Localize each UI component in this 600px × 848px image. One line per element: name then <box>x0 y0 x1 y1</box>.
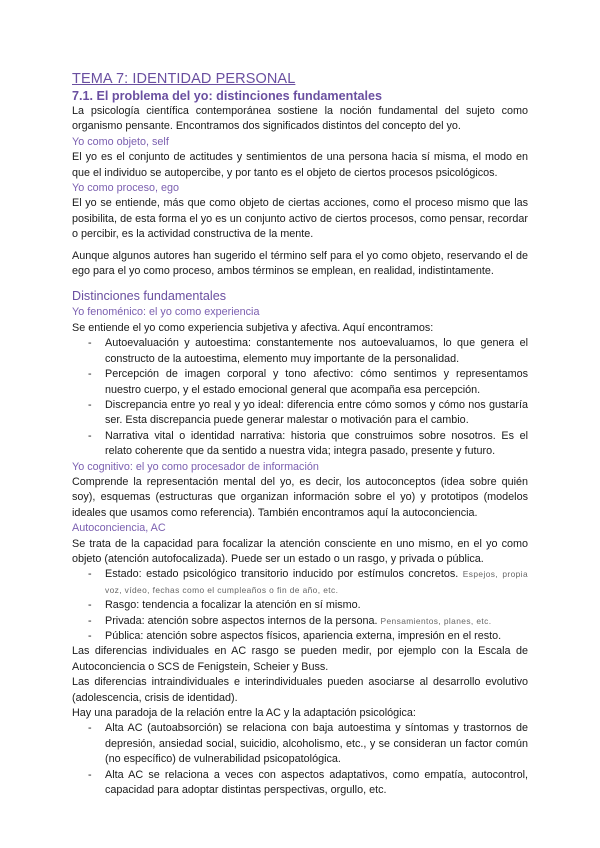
list-item-text: Discrepancia entre yo real y yo ideal: diferencia entre cómo somos y cómo nos gustaría ser. Esta discrepancia puede generar malestar o motivación para el cambio. <box>105 398 528 427</box>
list-item-text: Percepción de imagen corporal y tono afectivo: cómo sentimos y representamos nuestro cuerpo, y el estado emocional general que acompaña esa percepción. <box>105 368 528 396</box>
fenomenico-paragraph: Se entiende el yo como experiencia subjetiva y afectiva. Aquí encontramos: <box>72 321 434 334</box>
list-item: - Pública: atención sobre aspectos físicos, apariencia externa, impresión en el resto. <box>88 630 502 642</box>
yo-proceso-paragraph: El yo se entiende, más que como objeto de ciertas acciones, como el proceso mismo que las posibilita, de esta forma el yo es un conjunto activo de ciertos procesos, como pensar, recordar o percibir, es la actividad constructiva de la mente. <box>72 197 528 241</box>
paradoja-list <box>72 721 528 798</box>
section-heading: 7.1. El problema del yo: distinciones fundamentales <box>72 89 383 103</box>
list-item-text: Estado: estado psicológico transitorio inducido por estímulos concretos. <box>105 568 459 581</box>
list-item-text: Privada: atención sobre aspectos internos de la persona. <box>105 614 378 627</box>
list-item: - Discrepancia entre yo real y yo ideal: diferencia entre cómo somos y cómo nos gustaría ser. Esta discrepancia puede generar malestar o motivación para el cambio. <box>88 398 528 427</box>
list-item-text: Alta AC (autoabsorción) se relaciona con baja autoestima y síntomas y trastornos de depresión, ansiedad social, suicidio, alcoholismo, etc., y se consideran un factor común (no específico) de vulnerabilidad psicopatológica. <box>105 722 528 766</box>
list-item: - Percepción de imagen corporal y tono afectivo: cómo sentimos y representamos nuestro cuerpo, y el estado emocional general que acompaña esa percepción. <box>88 368 528 396</box>
list-item-text: Rasgo: tendencia a focalizar la atención en sí mismo. <box>105 599 361 612</box>
list-item-note: Pensamientos, planes, etc. <box>380 615 492 626</box>
fenomenico-heading: Yo fenoménico: el yo como experiencia <box>72 306 260 319</box>
escala-paragraph: Las diferencias individuales en AC rasgo se pueden medir, por ejemplo con la Escala de Autoconciencia o SCS de Fenigstein, Scheier y Buss. <box>72 645 528 673</box>
list-item: - Alta AC se relaciona a veces con aspectos adaptativos, como empatía, autocontrol, capacidad para adoptar distintas perspectivas, orgullo, etc. <box>88 768 528 797</box>
yo-proceso-heading: Yo como proceso, ego <box>72 182 180 195</box>
cognitivo-heading: Yo cognitivo: el yo como procesador de información <box>72 460 319 473</box>
intro-paragraph: La psicología científica contemporánea sostiene la noción fundamental del sujeto como organismo pensante. Encontramos dos significados distintos del concepto del yo. <box>72 105 528 133</box>
list-item: - Estado: estado psicológico transitorio inducido por estímulos concretos. Espejos, propia voz, vídeo, fechas como el cumpleaños o fin de año, etc. <box>88 568 529 595</box>
diferencias-paragraph: Las diferencias intraindividuales e interindividuales pueden asociarse al desarrollo evolutivo (adolescencia, crisis de identidad). <box>72 676 528 704</box>
list-item: - Alta AC (autoabsorción) se relaciona con baja autoestima y síntomas y trastornos de depresión, ansiedad social, suicidio, alcoholismo, etc., y se consideran un factor común (no específico) de vulnerabilidad psicopatológica. <box>88 722 528 766</box>
list-item: - Narrativa vital o identidad narrativa: historia que construimos sobre nosotros. Es el relato coherente que da sentido a nuestra vida; integra pasado, presente y futuro. <box>88 429 528 458</box>
distinciones-heading: Distinciones fundamentales <box>72 289 227 304</box>
document-content <box>72 70 528 798</box>
yo-objeto-paragraph: El yo es el conjunto de actitudes y sentimientos de una persona hacia sí misma, el modo en que el individuo se autopercibe, y por tanto es el objeto de ciertos procesos psicológicos. <box>72 151 528 179</box>
list-item: - Autoevaluación y autoestima: constantemente nos autoevaluamos, lo que genera el constructo de la autoestima, elemento muy importante de la personalidad. <box>88 337 528 365</box>
list-item: - Rasgo: tendencia a focalizar la atención en sí mismo. <box>88 599 361 612</box>
list-item: - Privada: atención sobre aspectos internos de la persona. Pensamientos, planes, etc. <box>88 614 492 627</box>
list-item-text: Narrativa vital o identidad narrativa: historia que construimos sobre nosotros. Es el relato coherente que da sentido a nuestra vida; integra pasado, presente y futuro. <box>105 429 528 458</box>
cognitivo-paragraph: Comprende la representación mental del yo, es decir, los autoconceptos (idea sobre quién soy), esquemas (estructuras que organizan información sobre el yo) y prototipos (modelos ideales que usamos como referencia). También encontramos aquí la autoconciencia. <box>72 475 528 519</box>
list-item-text: Alta AC se relaciona a veces con aspectos adaptativos, como empatía, autocontrol, capacidad para adoptar distintas perspectivas, orgullo, etc. <box>105 768 528 797</box>
aunque-paragraph: Aunque algunos autores han sugerido el término self para el yo como objeto, reservando el de ego para el yo como proceso, ambos términos se emplean, en realidad, indistintamente. <box>72 249 528 278</box>
list-item-text: Pública: atención sobre aspectos físicos, apariencia externa, impresión en el resto. <box>105 630 502 642</box>
yo-objeto-heading: Yo como objeto, self <box>72 135 169 148</box>
autoconciencia-list <box>72 567 528 644</box>
autoconciencia-paragraph: Se trata de la capacidad para focalizar la atención consciente en uno mismo, en el yo como objeto (atención autofocalizada). Puede ser un estado o un rasgo, y privada o pública. <box>72 537 528 565</box>
list-item-text: Autoevaluación y autoestima: constantemente nos autoevaluamos, lo que genera el constructo de la autoestima, elemento muy importante de la personalidad. <box>105 337 528 365</box>
list-item-note: Espejos, propia voz, vídeo, fechas como el cumpleaños o fin de año, etc. <box>105 569 529 595</box>
paradoja-paragraph: Hay una paradoja de la relación entre la AC y la adaptación psicológica: <box>72 707 416 720</box>
autoconciencia-heading: Autoconciencia, AC <box>72 522 166 535</box>
fenomenico-list <box>72 336 528 459</box>
document-title: TEMA 7: IDENTIDAD PERSONAL <box>72 71 296 87</box>
